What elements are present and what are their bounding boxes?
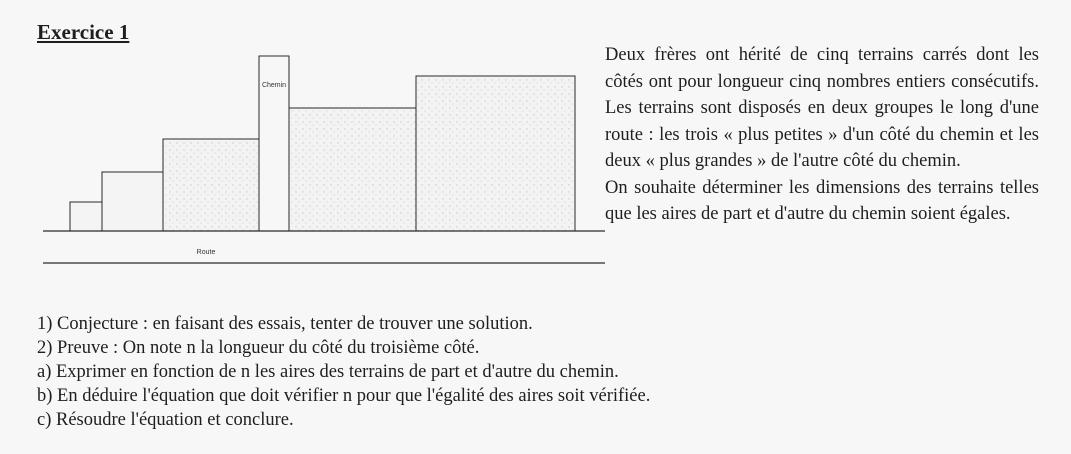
plot-4 (289, 108, 416, 231)
question-list (37, 312, 1037, 432)
problem-statement (605, 42, 1039, 228)
plot-1 (70, 202, 102, 231)
path-label: Chemin (261, 82, 287, 89)
question-2c: c) Résoudre l'équation et conclure. (37, 410, 294, 430)
question-2b: b) En déduire l'équation que doit vérifier n pour que l'égalité des aires soit vérifiée. (37, 386, 651, 406)
plot-3 (163, 139, 259, 231)
statement-paragraph-1: Deux frères ont hérité de cinq terrains carrés dont les côtés ont pour longueur cinq nombres entiers consécutifs. Les terrains sont disposés en deux groupes le long d'une route : les trois « plus petites » d'un côté du chemin et les deux « plus grandes » de l'autre côté du chemin. (605, 45, 1039, 171)
terrain-diagram (0, 0, 610, 280)
plot-5 (416, 76, 575, 231)
statement-paragraph-2: On souhaite déterminer les dimensions des terrains telles que les aires de part et d'autre du chemin soient égales. (605, 177, 1039, 224)
road-label: Route (196, 249, 216, 256)
plot-2 (102, 172, 163, 231)
question-2a: a) Exprimer en fonction de n les aires des terrains de part et d'autre du chemin. (37, 362, 619, 382)
question-2: 2) Preuve : On note n la longueur du côté du troisième côté. (37, 338, 480, 358)
exercise-title: Exercice 1 (37, 20, 130, 44)
question-1: 1) Conjecture : en faisant des essais, tenter de trouver une solution. (37, 314, 533, 334)
